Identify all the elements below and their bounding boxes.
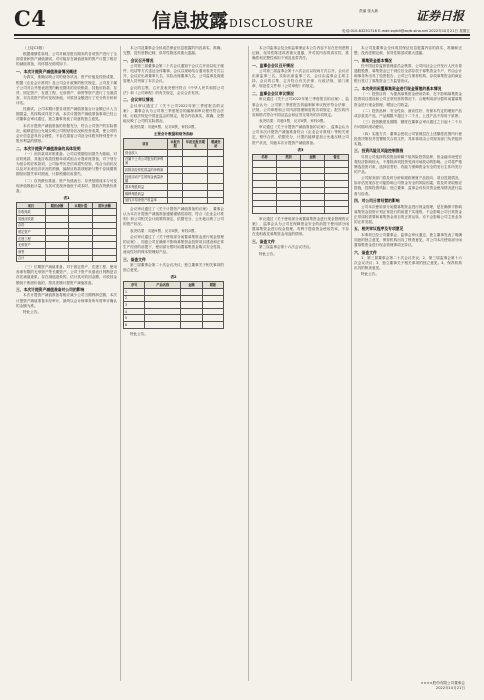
table-cell [45,229,69,236]
table-cell [93,242,117,249]
paragraph: 公司第三届董事会第二十次会议通知于会议召开前以电子邮件、电话等方式送达全体董事，会议以现场结合通讯表决方式召开，会议应出席董事九名，实际出席董事九名，公司监事及高级管理人员列席了本次会议。 [123,64,224,84]
paragraph: （上接C3版） [23,46,46,50]
table-cell [45,209,69,216]
section-heading: 三、备查文件 [123,256,146,262]
table-cell [253,167,277,174]
paragraph: 表决结果：同意9票，反对0票，弃权0票。 [130,125,198,130]
table-header-row [253,154,349,161]
table-cell: 固定资产 [17,229,46,236]
column-4 [354,46,462,681]
paragraph: 经中国证券监督管理委员会核准，公司向社会公开发行人民币普通股股票，募集资金已于到位后全部存放于募集资金专户，并由会计师事务所出具了验资报告，公司已与保荐机构、存放募集资金的商业银行签订了募集资金三方监管协议。 [354,64,462,84]
table-row [124,321,224,328]
table-row [17,216,117,223]
column-1 [16,46,117,681]
table-cell: 稀释每股收益 [124,190,168,197]
table-cell [202,302,223,309]
column-2 [123,46,224,681]
table-header-cell: 本报告期 [167,139,183,150]
section-heading: 一、本次计提资产减值准备情况概述 [16,69,77,75]
table-cell [167,156,183,167]
table-cell [145,321,181,328]
table-row [253,161,349,168]
table-cell [183,173,208,184]
table-cell: 商誉 [17,249,46,256]
table-cell [301,187,325,194]
table-cell [45,242,69,249]
table-cell [253,161,277,168]
table-cell [301,161,325,168]
table-cell [69,222,93,229]
page-code: C4 [14,6,47,31]
table-cell [301,200,325,207]
table-row [253,194,349,201]
section-heading: 二、本次使用闲置募集资金进行现金管理的基本情况 [354,85,442,91]
table-cell [277,161,301,168]
paragraph: 会议审议通过了《关于公司2022年第三季度报告的议案》，董事会认为公司第三季度报告的编制和审议程序符合法律、行政法规及中国证监会的规定，报告内容真实、准确、完整地反映了公司的实际情况。 [123,103,224,123]
section-heading: 二、本次计提资产减值准备的具体说明 [16,145,81,151]
paragraph: 公司财务部门将及时分析和跟踪理财产品投向、项目进展情况，如评估发现存在可能影响公司资金安全的风险因素，将及时采取相应措施，控制投资风险；独立董事、监事会有权对资金使用情况进行监督与检查。 [354,176,462,196]
table-cell: 扣除非经常性损益的净利润 [124,167,168,174]
table-cell [45,222,69,229]
table-cell [208,156,224,167]
table-cell [325,187,349,194]
paragraph: 公司本次使用部分闲置募集资金进行现金管理，是在确保不影响募集资金投资计划正常进行的前提下实施的，不会影响公司日常资金正常周转需要和募集资金项目的正常运转，亦不会影响公司主营业务的正常发展。 [354,204,462,224]
table-header-cell: 名称 [253,154,277,161]
table-header-row [124,139,224,150]
table-cell [93,235,117,242]
table-row [124,315,224,322]
section-heading: 三、本次计提资产减值准备对公司的影响 [16,287,85,293]
table-row [124,308,224,315]
table-header-cell: 产品名称 [145,282,181,289]
table-row [17,242,117,249]
table-cell [145,289,181,296]
table-cell [277,181,301,188]
paragraph: 第三届董事会第二十次会议决议；独立董事关于相关事项的独立意见。 [123,263,224,273]
table-row [17,255,117,262]
table-cell [208,190,224,197]
table-row [124,156,224,167]
table-header-cell: 本期计提 [69,202,93,209]
table-cell [253,174,277,181]
table-cell [167,197,183,204]
newspaper-logo: 证券日报 [416,9,465,23]
table-cell: 其他应收款 [17,216,46,223]
table-cell: 加权平均净资产收益率 [124,197,168,204]
paragraph: 第三届监事会第十六次会议决议。 [259,245,313,250]
table-row [253,200,349,207]
table-row [17,209,117,216]
table-cell: 在建工程 [17,235,46,242]
footer-company: ××××股份有限公司董事会 [420,681,465,685]
table-cell [325,161,349,168]
paragraph: 特此公告。 [361,272,379,277]
table-cell: 3 [124,302,145,309]
footer-date: 2022年10月21日 [435,686,465,690]
table-cell [69,229,93,236]
table-cell [93,229,117,236]
table-row [17,235,117,242]
table-row [253,181,349,188]
paragraph: （三）长期资产减值准备。对于固定资产、在建工程、使用寿命有限的无形资产等长期资产，公司于资产负债表日判断是否存在减值迹象，存在减值迹象的，估计其可收回金额，可收回金额低于账面价值的，按其差额计提资产减值准备。 [16,265,117,285]
paragraph: 会议审议通过了《关于计提资产减值准备的议案》，董事会认为本次计提资产减值准备遵循谨慎性原则，符合《企业会计准则》和公司相关会计政策的规定，依据充分，公允地反映了公司的资产状况。 [123,207,224,227]
table-cell [93,255,117,262]
section-heading: 三、备查文件 [252,238,275,244]
table-cell [277,174,301,181]
table-cell [325,207,349,214]
paragraph: 尽管公司选择的投资品种属于低风险投资品种，但金融市场受宏观经济影响较大，不排除该项投资受到市场波动的影响。公司将严格筛选投资对象，选择信誉好、有能力保障资金安全的发行主体所发行的产品。 [354,154,462,175]
table-row [17,249,117,256]
table-cell [253,207,277,214]
table-cell [202,308,223,315]
section-heading: 五、相关审议程序及专项意见 [354,226,404,232]
table-row [17,222,117,229]
table-cell [145,302,181,309]
table-cell [45,249,69,256]
table-cell [202,315,223,322]
table-header-cell: 金额 [181,282,202,289]
table-caption: 表3 [297,147,304,152]
table-cell [93,216,117,223]
table-cell [69,255,93,262]
table-cell [301,194,325,201]
table-row [124,184,224,191]
paragraph: 特此公告。 [130,331,148,336]
table-header-cell: 类别 [277,154,301,161]
paragraph: 1、第三届董事会第二十次会议决议；2、第三届监事会第十六次会议决议；3、独立董事关于相关事项的独立意见；4、保荐机构出具的核查意见。 [354,256,462,271]
table-cell [208,167,224,174]
table-header-cell: 年初至报告期末 [183,139,208,150]
table-cell: 应收账款 [17,209,46,216]
table-cell [181,315,202,322]
section-heading: 一、募集资金基本情况 [354,57,392,63]
column-3 [252,46,349,681]
section-title-cn: 信息披露 [152,10,229,32]
data-table [123,281,224,328]
table-header-cell: 项目 [17,202,46,209]
editor-line: 责编 张大新 [359,9,379,13]
paragraph: 会议审议通过了《关于使用部分闲置募集资金进行现金管理的议案》，同意公司在确保不影响募集资金投资项目建设和正常生产经营的前提下，使用部分暂时闲置募集资金购买安全性高、流动性好的保本型理财产品。 [123,234,224,255]
table-cell [325,167,349,174]
table-cell [325,200,349,207]
table-cell [69,216,93,223]
table-cell: 经营活动产生的现金流量净额 [124,173,168,184]
table-cell [167,149,183,156]
table-row [253,207,349,214]
table-cell [145,295,181,302]
table-cell [69,242,93,249]
table-cell [167,167,183,174]
table-row [124,197,224,204]
section-title-en: DISCLOSURE [229,17,314,30]
table-cell [277,207,301,214]
table-cell [45,255,69,262]
table-cell [93,249,117,256]
table-cell: 1 [124,289,145,296]
paragraph: 本次计提资产减值准备将相应减少公司当期利润总额，本次计提资产减值准备未经审计，最终以会计师事务所年度审计确认的金额为准。 [16,293,117,308]
table-cell [183,190,208,197]
table-cell [202,321,223,328]
paragraph: 公司第三届监事会第十六次会议以现场方式召开，会议应出席监事三名，实际出席监事三名，会议由监事会主席主持。会议的召集、召开符合有关法律、行政法规、部门规章、规范性文件和《公司章程》的规定。 [252,69,349,89]
table-cell [301,167,325,174]
section-heading: 四、对公司日常经营的影响 [354,198,400,204]
paragraph: 特此公告。 [23,309,41,314]
table-cell: 存货 [17,222,46,229]
column-divider [351,46,352,681]
paragraph: （四）实施方式：董事会授权公司管理层在上述额度范围内行使投资决策权并签署相关合同文件，具体事项由公司财务部门负责组织实施。 [354,131,462,146]
table-cell [181,289,202,296]
table-cell [277,167,301,174]
table-cell [202,289,223,296]
table-cell [69,235,93,242]
table-cell [167,184,183,191]
table-cell [325,174,349,181]
table-cell [277,194,301,201]
table-cell [145,315,181,322]
table-row [124,190,224,197]
table-cell [145,308,181,315]
table-header-cell: 增减变动 [208,139,224,150]
table-row [253,174,349,181]
section-heading: 一、会议召开情况 [123,57,154,63]
paragraph: 经测试，公司本期计提各项资产减值准备合计金额已计入当期损益，具体构成详见下表，本次计提资产减值准备事项已经公司董事会审议通过，独立董事发表了同意的独立意见。 [16,107,117,122]
table-cell [183,197,208,204]
table-header-cell: 金额 [301,154,325,161]
contact-line: 电话:010-83251716 E-mail:zqrb9@zqrb.sina.net 2022年10月21日 星期五 [342,29,470,33]
table-cell [167,173,183,184]
table-header-cell: 序号 [124,282,145,289]
table-header-row [17,202,117,209]
table-cell [208,173,224,184]
table-cell: 5 [124,315,145,322]
table-cell [253,200,277,207]
table-cell [45,235,69,242]
table-cell [183,184,208,191]
table-cell [208,197,224,204]
table-cell [202,295,223,302]
paragraph: 表决结果：同意3票，反对0票，弃权0票。 [259,119,327,123]
table-cell: 无形资产 [17,242,46,249]
paragraph: 表决结果：同意9票，反对0票，弃权0票。 [130,228,198,233]
table-cell [93,209,117,216]
table-row [124,149,224,156]
table-cell [253,181,277,188]
table-row [124,289,224,296]
table-cell [181,295,202,302]
table-row [124,302,224,309]
table-row [124,173,224,184]
table-row [17,229,117,236]
column-divider [248,46,249,681]
footer-note [370,681,465,691]
paragraph: 本公司及董事会全体成员保证信息披露内容的真实、准确和完整，没有虚假记载、误导性陈述或重大遗漏。 [354,46,462,56]
table-caption: 主要会计数据和财务指标 [153,132,194,137]
table-cell [208,184,224,191]
paragraph: 审议通过《关于计提资产减值准备的议案》，监事会认为公司本次计提资产减值准备符合《企业会计准则》等相关规定，程序合法，依据充分，计提后能够更加公允地反映公司资产状况，同意本次计提资产减值准备。 [252,125,349,145]
paragraph: 本事项已经公司董事会、监事会审议通过，独立董事发表了明确同意的独立意见，保荐机构出具了核查意见，对公司本次使用部分闲置募集资金进行现金管理事项无异议。 [354,232,462,248]
table-cell [181,321,202,328]
table-cell [183,167,208,174]
table-header-row [124,282,224,289]
table-cell [277,187,301,194]
table-cell: 合计 [17,255,46,262]
paragraph: （二）投资品种：安全性高、流动性好、有保本约定的理财产品或存款类产品，产品期限不超过十二个月，上述产品不得用于质押。 [354,108,462,118]
table-cell [45,216,69,223]
table-cell: 基本每股收益 [124,184,168,191]
table-cell [167,190,183,197]
table-cell [208,149,224,156]
paragraph: （三）投资额度及期限：额度在董事会审议通过之日起十二个月内可循环滚动使用。 [354,120,462,130]
table-header-cell: 期末余额 [93,202,117,209]
table-cell [69,209,93,216]
section-heading: 六、备查文件 [354,249,377,255]
table-cell [325,194,349,201]
table-cell [93,222,117,229]
table-caption: 表1 [63,195,70,200]
paragraph: 本公司监事会及全体监事保证本公告内容不存在任何虚假记载、误导性陈述或者重大遗漏，并对其内容的真实性、准确性和完整性承担个别及连带责任。 [252,46,349,61]
table-header-cell: 项目 [124,139,168,150]
paragraph: 本次计提资产减值准备的依据充分，符合公司资产的实际情况，能够更加公允地反映公司的财务状况和经营成果，使公司的会计信息更具有合理性，不存在损害公司及全体股东特别是中小股东利益的情形。 [16,123,117,143]
section-heading: 三、投资风险及风险控制措施 [354,148,404,154]
masthead-rule [14,34,470,36]
table-cell [181,308,202,315]
table-row [124,167,224,174]
column-divider [120,46,121,681]
table-cell [301,181,325,188]
paragraph: 本公司及董事会全体成员保证信息披露的内容真实、准确、完整，没有虚假记载、误导性陈述或重大遗漏。 [123,46,224,56]
section-heading: 二、会议审议情况 [123,97,154,103]
paragraph: 特此公告。 [259,251,277,256]
paragraph: 会议的召集、召开及表决程序符合《中华人民共和国公司法》和《公司章程》的有关规定，会议合法有效。 [123,85,224,95]
data-table [16,202,117,262]
table-cell [325,181,349,188]
table-caption: 表2 [170,275,177,280]
table-header-cell: 期限 [202,282,223,289]
paragraph: （二）存货跌价准备。资产负债表日，存货按照成本与可变现净值孰低计量，当其可变现净值低于成本时，提取存货跌价准备。 [16,178,117,193]
paragraph: 为真实、准确反映公司的财务状况、资产价值及经营成果，根据《企业会计准则》及公司会计政策的相关规定，公司及下属子公司对合并报表范围内截至期末的应收账款、其他应收款、存货、固定资产、在建工程、无形资产、商誉等资产进行了全面清查，对各类资产的可变现净值、可收回金额进行了充分的分析和评估。 [16,75,117,105]
table-cell [301,174,325,181]
table-cell [253,187,277,194]
table-cell [253,194,277,201]
table-cell [183,156,208,167]
table-cell [301,207,325,214]
paragraph: 根据谨慎性原则，公司对截至报告期末的各项资产进行了全面清查和资产减值测试，对可能存在减值迹象的资产计提了相应的减值准备，具体情况说明如下。 [16,52,117,67]
section-heading: 一、监事会会议召开情况 [252,62,294,68]
masthead-rule-thin [14,38,470,39]
paragraph: 审议通过《关于公司2022年第三季度报告的议案》，监事会认为：公司第三季度报告的编制和审议程序符合法律、法规、公司章程和公司内部管理制度的各项规定；报告的内容和格式符合中国证监会和证券交易所的各项规定。 [252,97,349,117]
table-cell: 营业收入 [124,149,168,156]
table-cell [183,149,208,156]
table-row [253,167,349,174]
data-table [252,154,349,214]
table-header-cell: 备注 [325,154,349,161]
table-cell [181,302,202,309]
paragraph: （一）应收款项坏账准备。公司以预期信用损失为基础，对应收账款、其他应收款按照单项或组合计提坏账准备，对于划分为组合的应收款项，公司参考历史信用损失经验，结合当前状况以及对未来经济状况的预测，编制应收款项账龄与整个存续期预期信用损失率对照表，计算预期信用损失。 [16,151,117,177]
table-cell: 2 [124,295,145,302]
section-heading: 二、监事会会议审议情况 [252,91,294,97]
table-cell [69,249,93,256]
table-row [253,187,349,194]
table-cell: 4 [124,308,145,315]
table-cell: 归属于上市公司股东的净利润 [124,156,168,167]
paragraph: （一）投资目的：为提高募集资金使用效率，在不影响募集资金投资项目建设和公司正常经营的情况下，合理利用部分暂时闲置募集资金进行现金管理，增加公司收益。 [354,92,462,107]
paragraph: 审议通过《关于使用部分闲置募集资金进行现金管理的议案》，监事会认为公司在保障资金安全的前提下使用部分闲置募集资金进行现金管理，有利于提高资金使用效率，不存在变相改变募集资金用途的情形。 [252,217,349,237]
table-header-cell: 期初余额 [45,202,69,209]
table-row [124,295,224,302]
table-cell: 6 [124,321,145,328]
table-cell [277,200,301,207]
data-table [123,138,224,204]
